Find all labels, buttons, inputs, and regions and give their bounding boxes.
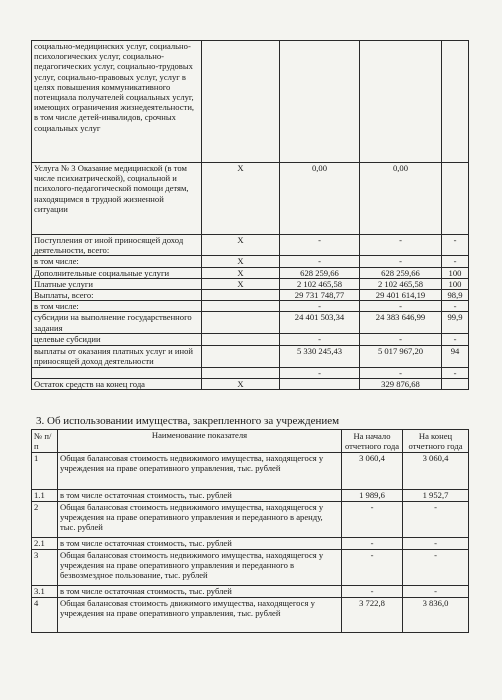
row-code: X — [202, 378, 280, 389]
table-row — [32, 163, 469, 235]
row-plan — [280, 41, 360, 163]
row-name: в том числе: — [32, 256, 202, 267]
table-row — [32, 367, 469, 378]
row-percent: - — [442, 256, 469, 267]
row-code — [202, 290, 280, 301]
row-plan: - — [280, 367, 360, 378]
row-code: X — [202, 235, 280, 256]
row-plan: - — [280, 334, 360, 345]
row-fact: - — [360, 334, 442, 345]
section-3-title: 3. Об использовании имущества, закрепленного за учреждением — [36, 415, 340, 427]
table-row — [32, 550, 469, 586]
row-fact: - — [360, 367, 442, 378]
row-code — [202, 334, 280, 345]
row-start: - — [342, 538, 403, 550]
row-start: - — [342, 502, 403, 538]
row-name: в том числе остаточная стоимость, тыс. рублей — [58, 490, 342, 502]
row-end: - — [403, 538, 469, 550]
row-percent: - — [442, 367, 469, 378]
row-num: 4 — [32, 598, 58, 633]
row-plan — [280, 378, 360, 389]
row-name — [32, 367, 202, 378]
row-name: Остаток средств на конец года — [32, 378, 202, 389]
row-percent: 99,9 — [442, 312, 469, 334]
table-row — [32, 598, 469, 633]
row-start: 1 989,6 — [342, 490, 403, 502]
row-percent — [442, 378, 469, 389]
row-fact: - — [360, 235, 442, 256]
row-num: 3.1 — [32, 586, 58, 598]
row-percent: - — [442, 235, 469, 256]
table-row — [32, 267, 469, 278]
row-code — [202, 41, 280, 163]
row-fact: 628 259,66 — [360, 267, 442, 278]
row-fact: - — [360, 256, 442, 267]
row-fact — [360, 41, 442, 163]
row-plan: 29 731 748,77 — [280, 290, 360, 301]
table-row — [32, 278, 469, 289]
table-header-row — [32, 430, 469, 453]
row-name: Общая балансовая стоимость недвижимого имущества, находящегося у учреждения на праве оперативного управления и переданного в аренду, тыс. рублей — [58, 502, 342, 538]
row-name: в том числе остаточная стоимость, тыс. рублей — [58, 538, 342, 550]
table-row — [32, 502, 469, 538]
row-plan: 5 330 245,43 — [280, 345, 360, 367]
row-fact: 5 017 967,20 — [360, 345, 442, 367]
row-fact: 24 383 646,99 — [360, 312, 442, 334]
row-fact: 329 876,68 — [360, 378, 442, 389]
row-percent: - — [442, 334, 469, 345]
row-name: социально-медицинских услуг, социально-психологических услуг, социально-педагогических услуг, социально-трудовых услуг, социально-правовых услуг, услуг в целях повышения коммуникативного потенциала получателей социальных услуг, имеющих ограничения жизнедеятельности, в том числе детей-инвалидов, срочных социальных услуг — [32, 41, 202, 163]
row-plan: - — [280, 301, 360, 312]
table-row — [32, 41, 469, 163]
row-code — [202, 367, 280, 378]
row-fact: 2 102 465,58 — [360, 278, 442, 289]
table-row — [32, 586, 469, 598]
row-plan: - — [280, 256, 360, 267]
row-name: Поступления от иной приносящей доход деятельности, всего: — [32, 235, 202, 256]
row-percent — [442, 41, 469, 163]
row-name: Услуга № 3 Оказание медицинской (в том числе психиатрической), социальной и психолого-педагогической помощи детям, находящимся в трудной жизненной ситуации — [32, 163, 202, 235]
row-plan: 628 259,66 — [280, 267, 360, 278]
row-name: Общая балансовая стоимость движимого имущества, находящегося у учреждения на праве оперативного управления, тыс. рублей — [58, 598, 342, 633]
table-row — [32, 235, 469, 256]
col-header-num: № п/п — [32, 430, 58, 453]
row-percent: - — [442, 301, 469, 312]
row-code: X — [202, 278, 280, 289]
row-plan: 0,00 — [280, 163, 360, 235]
table-row — [32, 538, 469, 550]
col-header-start: На начало отчетного года — [342, 430, 403, 453]
row-num: 1.1 — [32, 490, 58, 502]
row-name: в том числе: — [32, 301, 202, 312]
row-percent: 98,9 — [442, 290, 469, 301]
row-fact: 29 401 614,19 — [360, 290, 442, 301]
col-header-end: На конец отчетного года — [403, 430, 469, 453]
row-name: субсидии на выполнение государственного задания — [32, 312, 202, 334]
row-plan: 24 401 503,34 — [280, 312, 360, 334]
row-start: 3 722,8 — [342, 598, 403, 633]
table-row — [32, 290, 469, 301]
row-code: X — [202, 163, 280, 235]
row-code — [202, 301, 280, 312]
table-row — [32, 345, 469, 367]
row-name: Дополнительные социальные услуги — [32, 267, 202, 278]
row-name: Платные услуги — [32, 278, 202, 289]
table-row — [32, 312, 469, 334]
row-code — [202, 312, 280, 334]
row-percent: 100 — [442, 267, 469, 278]
row-end: 3 836,0 — [403, 598, 469, 633]
row-code: X — [202, 267, 280, 278]
row-end: - — [403, 502, 469, 538]
finance-table — [31, 40, 469, 390]
row-plan: - — [280, 235, 360, 256]
col-header-name: Наименование показателя — [58, 430, 342, 453]
row-end: - — [403, 586, 469, 598]
property-table — [31, 429, 469, 633]
row-percent: 94 — [442, 345, 469, 367]
row-start: - — [342, 586, 403, 598]
row-num: 1 — [32, 453, 58, 490]
row-code — [202, 345, 280, 367]
row-end: - — [403, 550, 469, 586]
row-percent — [442, 163, 469, 235]
row-name: выплаты от оказания платных услуг и иной приносящей доход деятельности — [32, 345, 202, 367]
table-row — [32, 334, 469, 345]
row-start: 3 060,4 — [342, 453, 403, 490]
row-percent: 100 — [442, 278, 469, 289]
row-name: целевые субсидии — [32, 334, 202, 345]
row-name: Выплаты, всего: — [32, 290, 202, 301]
table-row — [32, 453, 469, 490]
row-name: в том числе остаточная стоимость, тыс. рублей — [58, 586, 342, 598]
row-code: X — [202, 256, 280, 267]
table-row — [32, 378, 469, 389]
row-num: 3 — [32, 550, 58, 586]
row-num: 2 — [32, 502, 58, 538]
table-row — [32, 301, 469, 312]
row-fact: - — [360, 301, 442, 312]
row-plan: 2 102 465,58 — [280, 278, 360, 289]
row-end: 3 060,4 — [403, 453, 469, 490]
row-start: - — [342, 550, 403, 586]
row-name: Общая балансовая стоимость недвижимого имущества, находящегося у учреждения на праве оперативного управления, тыс. рублей — [58, 453, 342, 490]
row-end: 1 952,7 — [403, 490, 469, 502]
row-name: Общая балансовая стоимость недвижимого имущества, находящегося у учреждения на праве оперативного управления и переданного в безвозмездное пользование, тыс. рублей — [58, 550, 342, 586]
row-fact: 0,00 — [360, 163, 442, 235]
row-num: 2.1 — [32, 538, 58, 550]
table-row — [32, 256, 469, 267]
table-row — [32, 490, 469, 502]
